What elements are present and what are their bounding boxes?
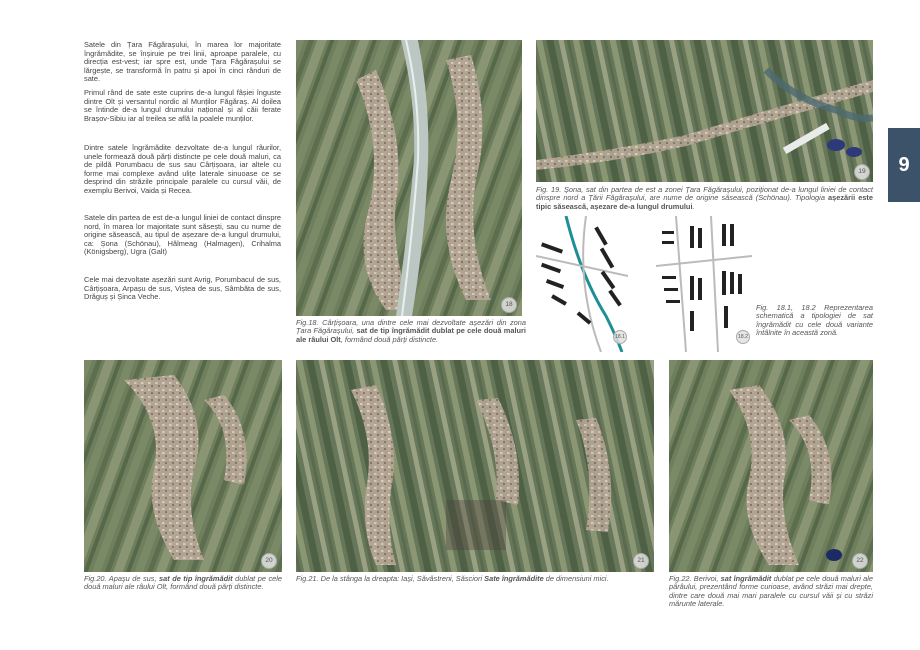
aerial-photo-arpasu (84, 360, 282, 572)
intro-paragraph-3: Dintre satele îngrămădite dezvoltate de-a lungul râurilor, unele formează două părți distincte pe cele două maluri, ca de pildă Porumbacu de sus sau Cârțișoara, iar altele cu forme mai complexe având ulițe laterale sinuoase ce se desprind din străzile principale paralele cu cursul văii, de exemplu Berivoi, Vaida și Recea. (84, 143, 281, 195)
figure-badge: 20 (261, 553, 277, 569)
figure-badge: 21 (633, 553, 649, 569)
scheme-badge: 18.2 (736, 330, 750, 344)
intro-paragraph-2: Primul rând de sate este cuprins de-a lungul fâșiei înguste dintre Olt și versantul nordic al Munților Făgăraș. Al doilea se întinde de-a lungul drumului național și al căii ferate Brașov-Sibiu iar al treilea se află la poalele munților. (84, 88, 281, 123)
figure-badge: 22 (852, 553, 868, 569)
intro-paragraph-1: Satele din Țara Făgărașului, în marea lor majoritate îngrămădite, se înșiruie pe trei linii, aproape paralele, cu direcția est-vest; iar spre est, unde Țara Făgărașului se lărgește, se transformă în patru și apoi în cinci rânduri de sate. (84, 40, 281, 84)
aerial-photo-berivoi (669, 360, 873, 572)
intro-paragraph-5: Cele mai dezvoltate așezări sunt Avrig, Porumbacul de sus, Cârțișoara, Arpașu de sus, Viștea de sus, Sâmbăta de sus, Drăguș și Șinca Veche. (84, 275, 281, 302)
aerial-photo-sona (536, 40, 873, 182)
caption-fig19: Fig. 19. Șona, sat din partea de est a zonei Țara Făgărașului, poziționat de-a lungul liniei de contact dinspre nord a Țării Făgărașului, are nume de origine săsească (Schönau). Tipologia așezării este tipic săsească, așezare de-a lungul drumului. (536, 185, 874, 211)
caption-fig21: Fig.21. De la stânga la dreapta: Iași, Săvăstreni, Săsciori Sate îngrămădite de dimensiuni mici. (296, 574, 609, 583)
caption-fig22: Fig.22. Berivoi, sat îngrămădit dublat pe cele două maluri ale pârâului, prezentând forme curioase, având străzi mai drepte, dintre care două mai mari paralele cu cursul văii și cu străzi mărunte laterale. (669, 574, 873, 609)
caption-fig20: Fig.20. Apașu de sus, sat de tip îngrămădit dublat pe cele două maluri ale râului Olt, formând două părți distincte. (84, 574, 282, 592)
aerial-photo-iasi-savastreni-sasciori (296, 360, 654, 572)
aerial-photo-cartisoara (296, 40, 522, 316)
caption-fig18: Fig.18. Cârțișoara, una dintre cele mai dezvoltate așezări din zona Țara Făgărașului, sat de tip îngrămădit dublat pe cele două maluri ale râului Olt, formând două părți distincte. (296, 318, 526, 344)
caption-fig18-schemes: Fig. 18.1, 18.2 Reprezentarea schematică a tipologiei de sat îngrămădit cu cele două variante întâlnite în această zonă. (756, 303, 873, 338)
scheme-badge: 18.1 (613, 330, 627, 344)
scheme-18-2 (656, 216, 752, 352)
scheme-18-1 (536, 216, 628, 352)
intro-paragraph-4: Satele din partea de est de-a lungul liniei de contact dinspre nord, în marea lor majoritate sunt săsești, sau cu nume de origine săsească, au tipul de așezare de-a lungul drumului, ca: Șona (Schönau), Hălmeag (Halmagen), Crihalma (Königsberg), Ugra (Galt) (84, 213, 281, 257)
page-number-tab: 9 (888, 128, 920, 202)
figure-badge: 18 (501, 297, 517, 313)
figure-badge: 19 (854, 164, 870, 180)
